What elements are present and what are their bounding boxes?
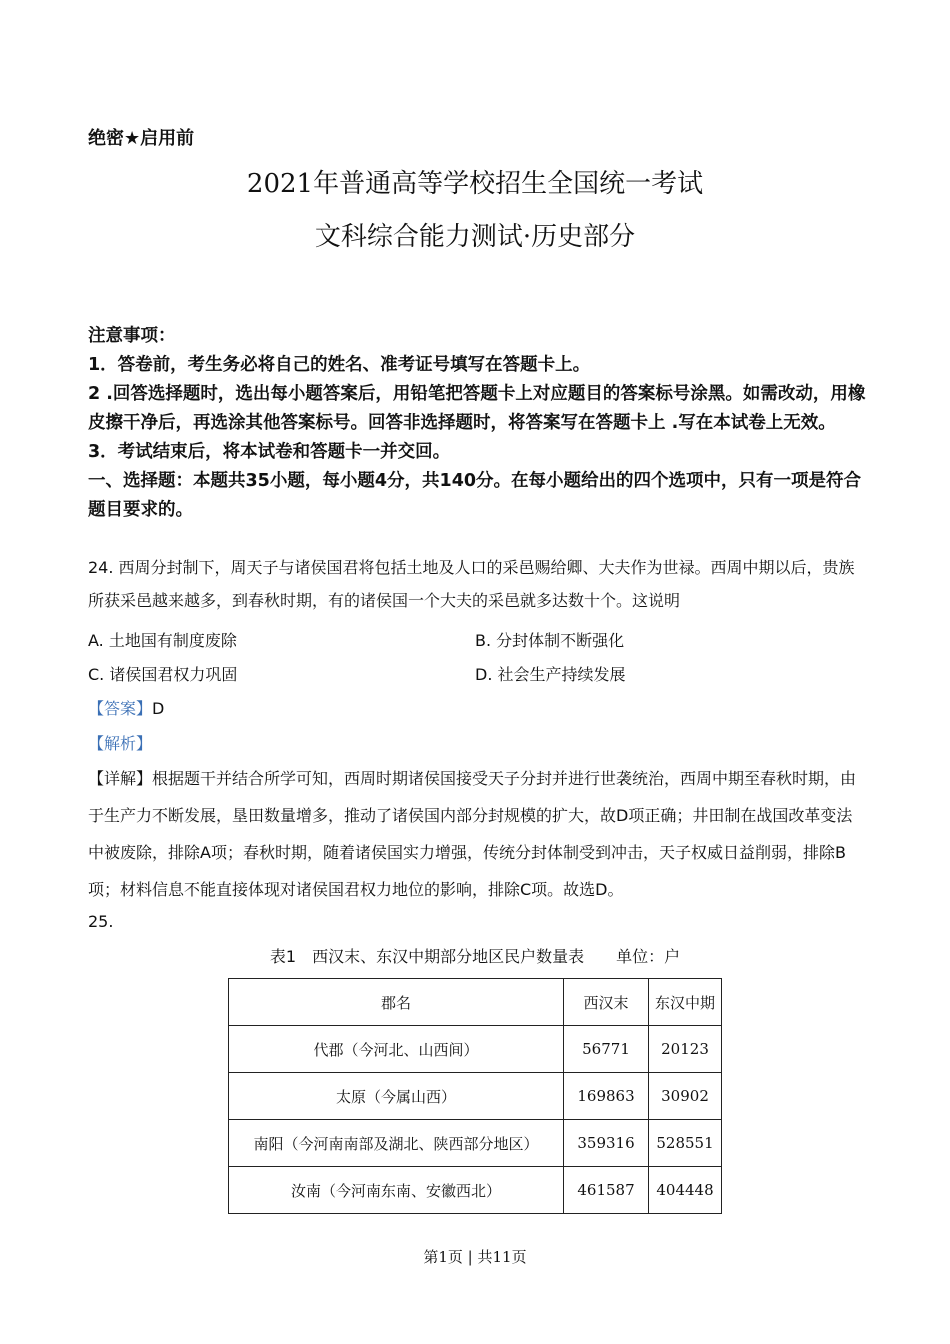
notice-item-2: 2 .回答选择题时，选出每小题答案后，用铅笔把答题卡上对应题目的答案标号涂黑。如需改动，用橡皮擦干净后，再选涂其他答案标号。回答非选择题时，将答案写在答题卡上 .写在本试卷上无效。	[88, 384, 866, 433]
option-d: D. 社会生产持续发展	[475, 665, 626, 684]
table-cell: 528551	[649, 1120, 722, 1167]
detail-explanation: 【详解】根据题干并结合所学可知，西周时期诸侯国接受天子分封并进行世袭统治，西周中期至春秋时期，由于生产力不断发展，垦田数量增多，推动了诸侯国内部分封规模的扩大，故D项正确；井田制在战国改革变法中被废除，排除A项；春秋时期，随着诸侯国实力增强，传统分封体制受到冲击，天子权威日益削弱，排除B项；材料信息不能直接体现对诸侯国君权力地位的影响，排除C项。故选D。	[88, 769, 857, 899]
table-cell: 汝南（今河南东南、安徽西北）	[229, 1167, 564, 1214]
analysis-label: 【解析】	[88, 734, 153, 753]
header-cell: 东汉中期	[649, 979, 722, 1026]
answer-value: D	[152, 699, 165, 718]
table-row	[229, 1167, 722, 1214]
table-cell: 461587	[564, 1167, 649, 1214]
notice-item-1: 1．答卷前，考生务必将自己的姓名、准考证号填写在答题卡上。	[88, 355, 591, 375]
exam-subtitle: 文科综合能力测试·历史部分	[314, 222, 636, 252]
table-cell: 太原（今属山西）	[229, 1073, 564, 1120]
population-table	[228, 978, 722, 1214]
option-b: B. 分封体制不断强化	[475, 631, 625, 650]
table-cell: 20123	[649, 1026, 722, 1073]
table-caption: 表1 西汉末、东汉中期部分地区民户数量表 单位：户	[269, 947, 681, 966]
question-25-number: 25.	[88, 912, 114, 931]
notice-section	[88, 322, 868, 525]
table-cell: 30902	[649, 1073, 722, 1120]
option-c: C. 诸侯国君权力巩固	[88, 665, 238, 684]
notice-heading: 注意事项：	[88, 326, 176, 346]
table-cell: 南阳（今河南南部及湖北、陕西部分地区）	[229, 1120, 564, 1167]
question-24-stem: 24. 西周分封制下，周天子与诸侯国君将包括土地及人口的采邑赐给卿、大夫作为世禄。西周中期以后，贵族所获采邑越来越多，到春秋时期，有的诸侯国一个大夫的采邑就多达数十个。这说明	[88, 558, 855, 610]
table-header-row	[229, 979, 722, 1026]
table-row	[229, 1120, 722, 1167]
table-cell: 169863	[564, 1073, 649, 1120]
section-heading: 一、选择题：本题共35小题，每小题4分，共140分。在每小题给出的四个选项中，只有一项是符合题目要求的。	[88, 471, 862, 520]
confidential-label: 绝密★启用前	[88, 128, 195, 149]
table-cell: 359316	[564, 1120, 649, 1167]
table-cell: 代郡（今河北、山西间）	[229, 1026, 564, 1073]
option-a: A. 土地国有制度废除	[88, 631, 237, 650]
exam-title: 2021年普通高等学校招生全国统一考试	[246, 169, 704, 199]
table-row	[229, 1073, 722, 1120]
table-row	[229, 1026, 722, 1073]
page-footer: 第1页 | 共11页	[423, 1248, 527, 1266]
notice-item-3: 3．考试结束后，将本试卷和答题卡一并交回。	[88, 442, 451, 462]
header-cell: 西汉末	[564, 979, 649, 1026]
header-cell: 郡名	[229, 979, 564, 1026]
table-cell: 56771	[564, 1026, 649, 1073]
table-cell: 404448	[649, 1167, 722, 1214]
answer-label: 【答案】	[88, 699, 153, 718]
answer-line	[88, 696, 164, 719]
